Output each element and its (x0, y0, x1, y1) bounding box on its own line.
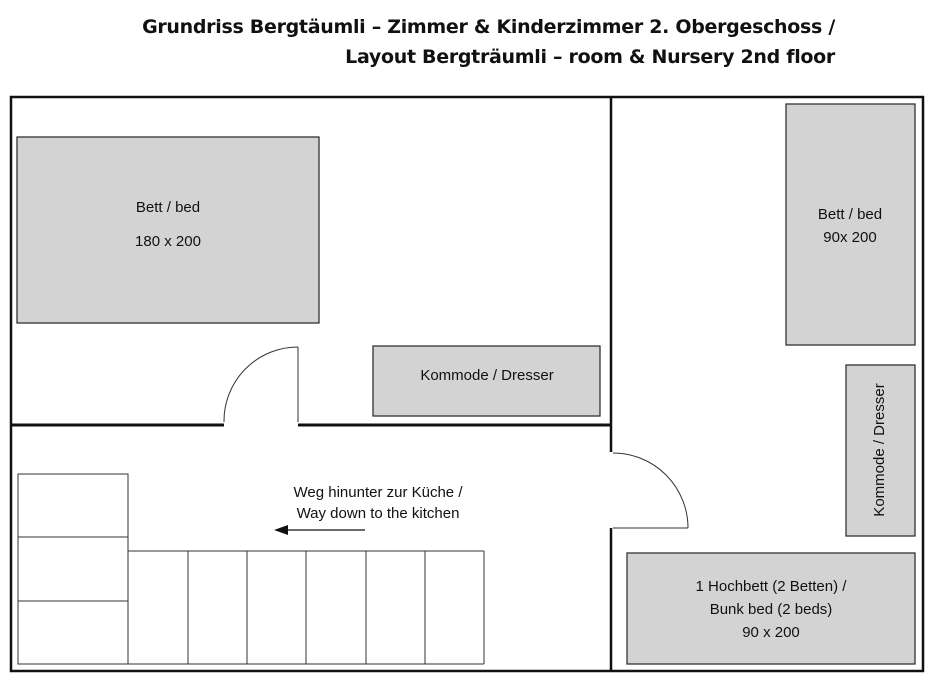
nursery-bunk-bed (627, 553, 915, 664)
nursery-single-bed (786, 104, 915, 345)
plan-title-english: Layout Bergträumli – room & Nursery 2nd floor (345, 46, 835, 68)
stairs-direction-label-en: Way down to the kitchen (296, 505, 460, 522)
nursery-bed-label: Bett / bed (817, 206, 883, 223)
nursery-bed-size: 90x 200 (823, 229, 877, 246)
room-bed-label: Bett / bed (135, 199, 201, 216)
bunk-bed-label-de: 1 Hochbett (2 Betten) / (695, 578, 847, 595)
stairs-direction-label-de: Weg hinunter zur Küche / (293, 484, 463, 501)
left-arrow-icon (274, 525, 365, 535)
room-door (224, 347, 298, 422)
room-dresser (373, 346, 600, 416)
bunk-bed-label-en: Bunk bed (2 beds) (709, 601, 833, 618)
staircase (18, 474, 484, 664)
bunk-bed-size: 90 x 200 (742, 624, 800, 641)
room-double-bed (17, 137, 319, 323)
plan-title-german: Grundriss Bergtäumli – Zimmer & Kinderzimmer 2. Obergeschoss / (142, 16, 835, 38)
room-bed-size: 180 x 200 (135, 233, 201, 250)
room-dresser-label: Kommode / Dresser (420, 367, 554, 384)
nursery-dresser-label: Kommode / Dresser (870, 383, 888, 517)
nursery-door (613, 453, 688, 528)
nursery-dresser (846, 365, 915, 536)
